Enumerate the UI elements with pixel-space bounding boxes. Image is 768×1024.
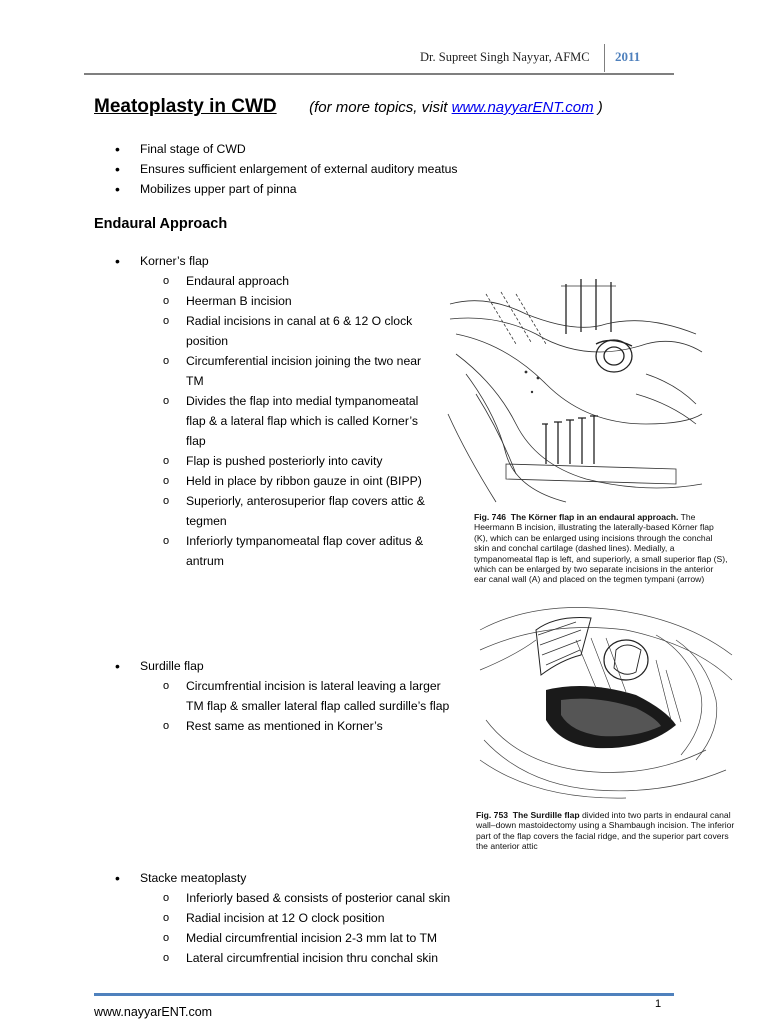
- list-item: • Ensures sufficient enlargement of external auditory meatus: [115, 159, 458, 179]
- fig753-illustration: [476, 600, 736, 800]
- list-item: o Radial incision at 12 O clock position: [163, 908, 575, 928]
- fig746-title: The Körner flap in an endaural approach.: [510, 512, 679, 522]
- subtitle-prefix: (for more topics, visit: [309, 99, 452, 116]
- fig746-text: The Heermann B incision, illustrating the laterally-based Körner flap (K), which can be enlarged using incisions through the conchal skin and conchal cartilage (dashed lines). Medially, a tympanomeatal flap is left, and superiorly, a small superior flap (S), which can be enlarged by two separate incisions in the anterior ear canal wall (A) and placed on the tegmen tympani (arrow): [474, 512, 728, 585]
- list-item: o Circumfrential incision is lateral leaving a larger TM flap & smaller lateral flap called surdille’s flap: [163, 676, 455, 716]
- fig753-number: Fig. 753: [476, 810, 508, 820]
- list-item: o Circumferential incision joining the two near TM: [163, 351, 435, 391]
- site-link[interactable]: www.nayyarENT.com: [451, 99, 594, 116]
- header-rule: [84, 73, 674, 75]
- korner-label: Korner’s flap: [140, 254, 209, 268]
- footer-rule: [94, 993, 674, 996]
- fig753-title: The Surdille flap: [512, 810, 580, 820]
- surdille-label: Surdille flap: [140, 659, 204, 673]
- header-author: Dr. Supreet Singh Nayyar, AFMC: [420, 50, 590, 64]
- title-row: [94, 96, 603, 118]
- list-item: o Medial circumfrential incision 2-3 mm lat to TM: [163, 928, 575, 948]
- list-item: o Held in place by ribbon gauze in oint (BIPP): [163, 471, 435, 491]
- stacke-sublist: [140, 888, 575, 968]
- footer-url[interactable]: www.nayyarENT.com: [94, 1005, 213, 1019]
- subtitle: [309, 99, 603, 116]
- list-item: • Mobilizes upper part of pinna: [115, 179, 458, 199]
- korner-list: [115, 251, 435, 571]
- fig753-caption: [476, 810, 738, 852]
- list-item: • Final stage of CWD: [115, 139, 458, 159]
- list-item: o Inferiorly tympanomeatal flap cover aditus & antrum: [163, 531, 435, 571]
- surdille-list: [115, 656, 455, 736]
- stacke-list: [115, 868, 575, 968]
- korner-sublist: [140, 271, 435, 571]
- intro-list: [115, 139, 458, 199]
- page-number: 1: [655, 998, 662, 1010]
- fig746-illustration: [446, 274, 704, 506]
- list-item: o Endaural approach: [163, 271, 435, 291]
- list-item: o Superiorly, anterosuperior flap covers attic & tegmen: [163, 491, 435, 531]
- stacke-label-item: [115, 868, 575, 968]
- fig746-caption: [474, 512, 728, 585]
- surdille-sublist: [140, 676, 455, 736]
- fig746-number: Fig. 746: [474, 512, 506, 522]
- korner-label-item: [115, 251, 435, 571]
- list-item: o Rest same as mentioned in Korner’s: [163, 716, 455, 736]
- header-year: 2011: [615, 49, 641, 64]
- stacke-label: Stacke meatoplasty: [140, 871, 247, 885]
- list-item: o Heerman B incision: [163, 291, 435, 311]
- surdille-label-item: [115, 656, 455, 736]
- page-title: Meatoplasty in CWD: [94, 96, 277, 117]
- list-item: o Lateral circumfrential incision thru conchal skin: [163, 948, 575, 968]
- list-item: o Inferiorly based & consists of posterior canal skin: [163, 888, 575, 908]
- fig753-text: divided into two parts in endaural canal wall–down mastoidectomy using a Shambaugh incision. The inferior part of the flap covers the facial ridge, and the superior part covers the anterior attic: [476, 810, 735, 852]
- section-heading: Endaural Approach: [94, 216, 228, 232]
- list-item: o Flap is pushed posteriorly into cavity: [163, 451, 435, 471]
- header-separator: [604, 44, 605, 72]
- list-item: o Divides the flap into medial tympanomeatal flap & a lateral flap which is called Korner’s flap: [163, 391, 435, 451]
- subtitle-suffix: ): [593, 99, 603, 116]
- list-item: o Radial incisions in canal at 6 & 12 O clock position: [163, 311, 435, 351]
